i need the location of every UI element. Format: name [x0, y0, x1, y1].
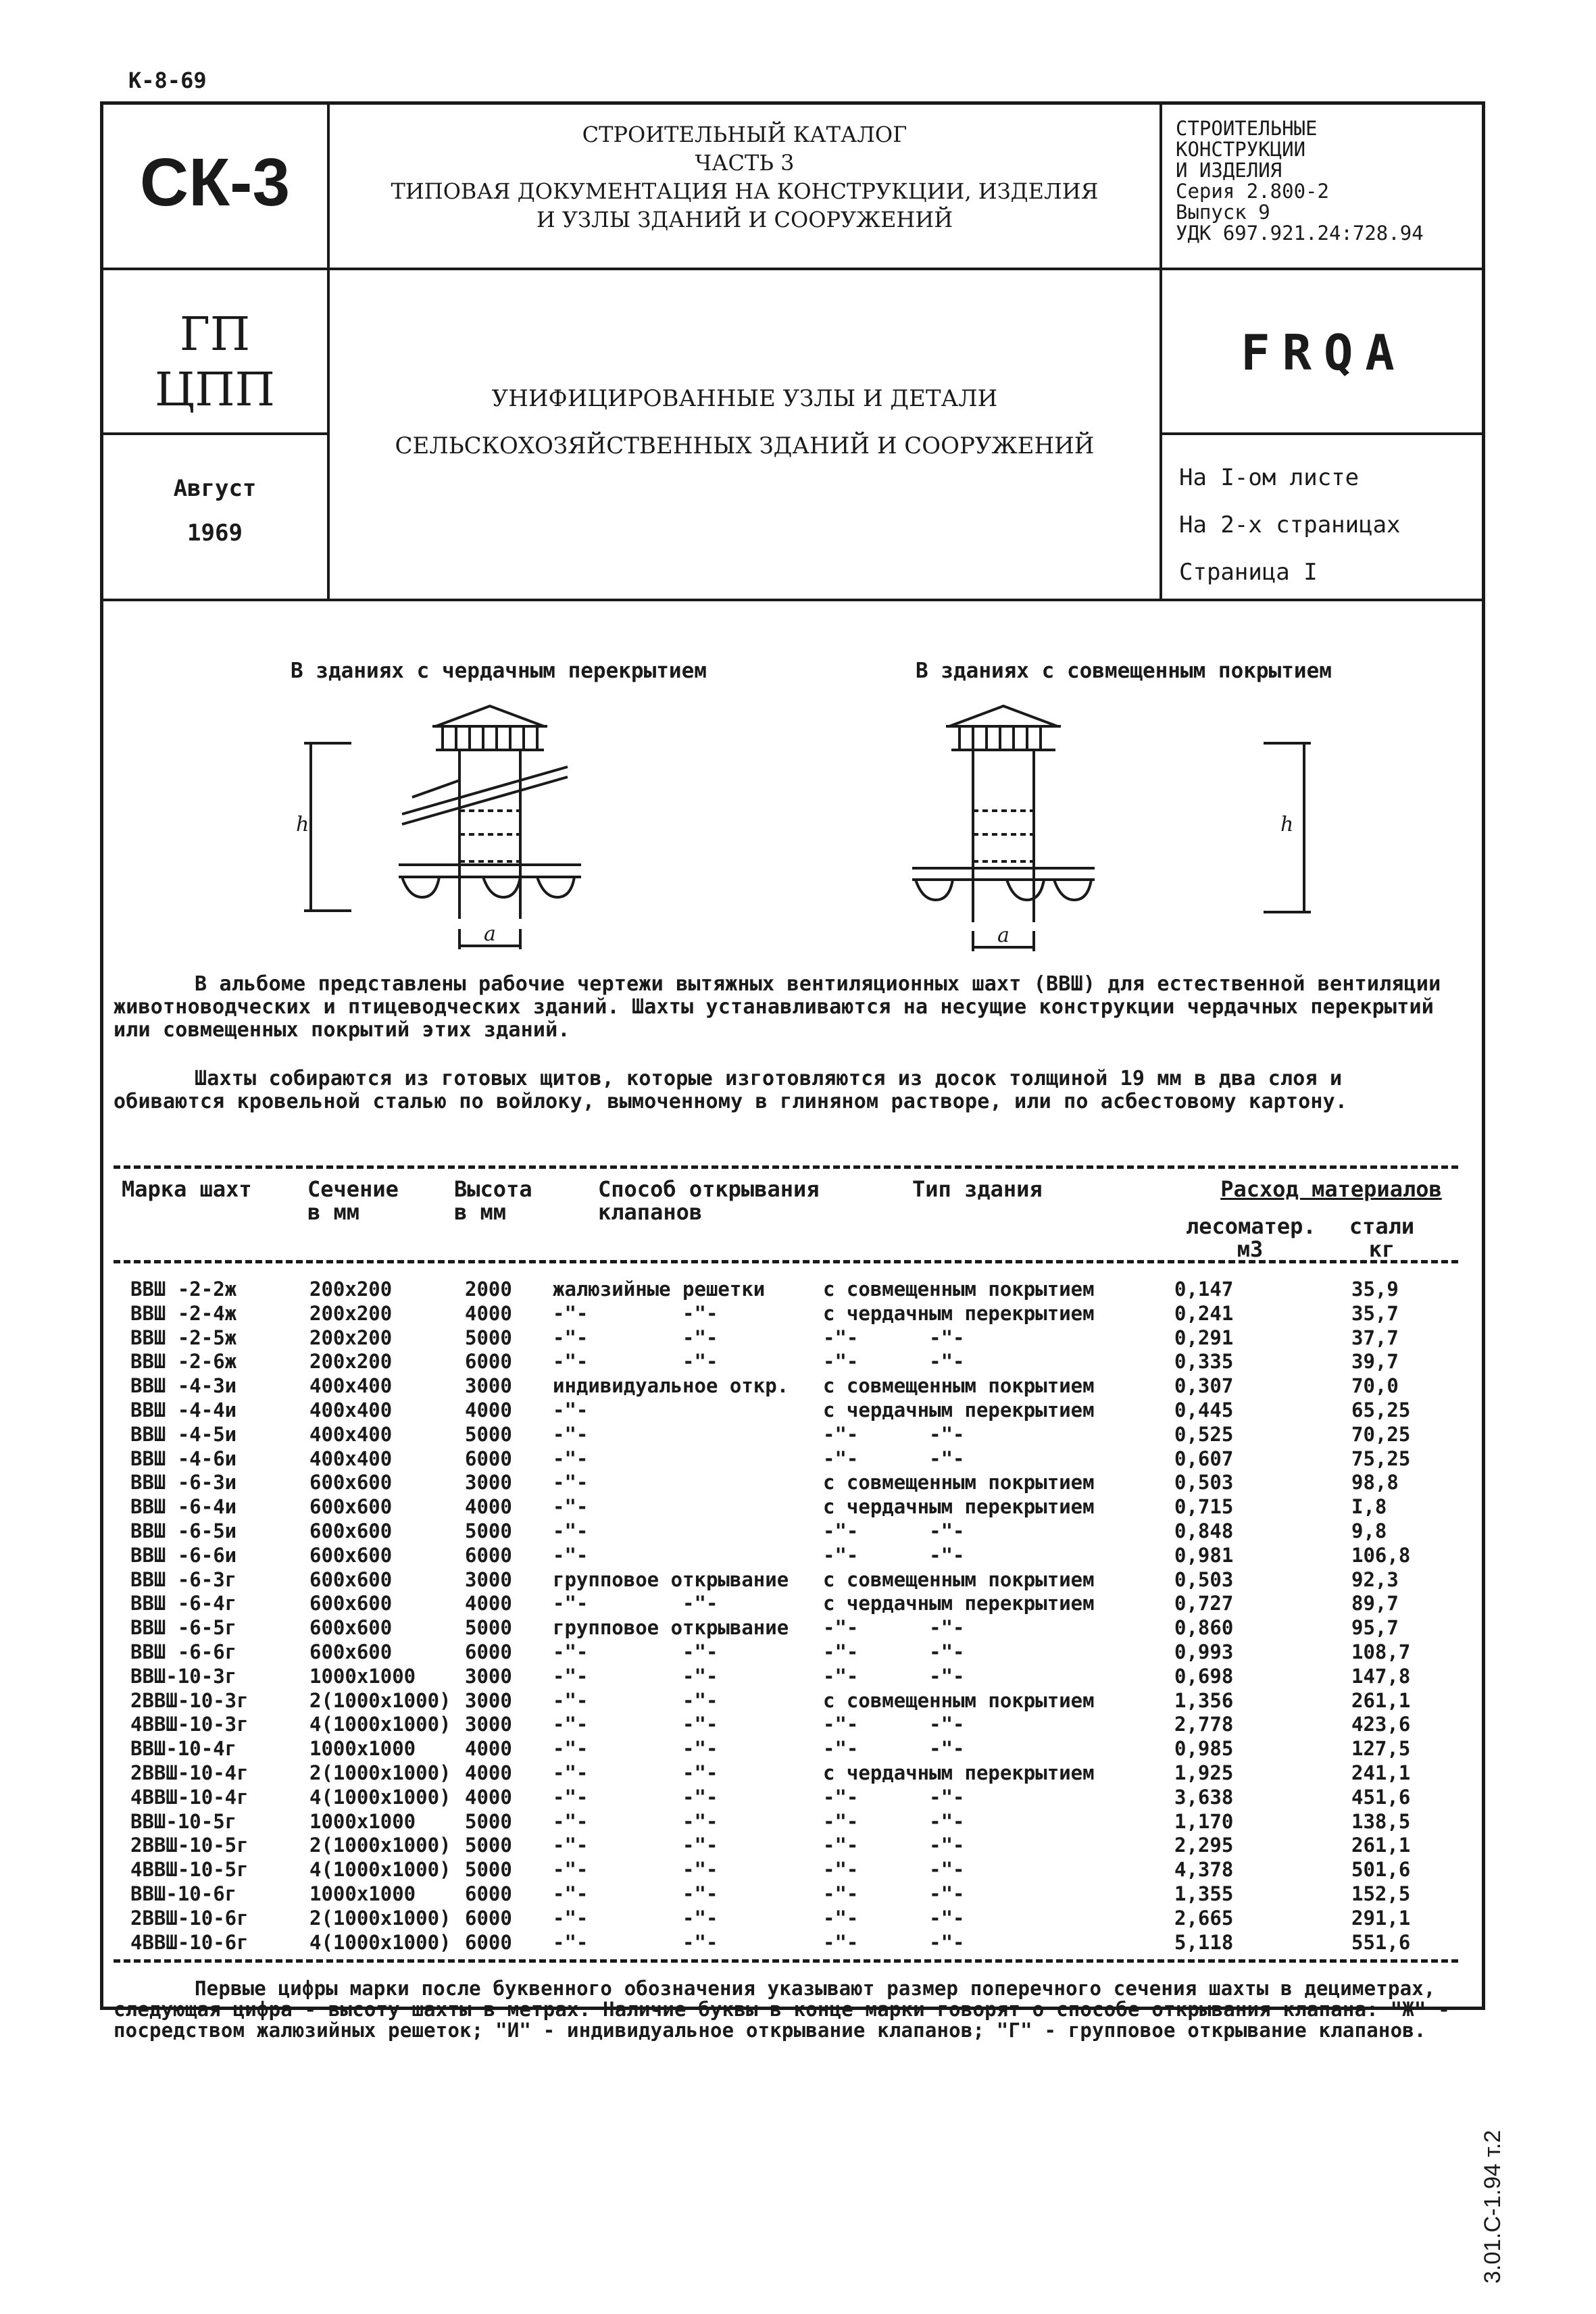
cell-wood: 0,335 — [1174, 1350, 1234, 1374]
cell-wood: 0,503 — [1174, 1567, 1234, 1591]
cell-opening: групповое открывание — [553, 1616, 789, 1640]
cell-mark: ВВШ -4-6и — [130, 1447, 237, 1470]
cell-steel: 501,6 — [1351, 1858, 1411, 1882]
cell-height: 3000 — [465, 1688, 512, 1712]
cell-wood: 0,860 — [1174, 1616, 1234, 1640]
cell-opening: -"- -"- — [553, 1640, 718, 1663]
cell-steel: 35,7 — [1351, 1301, 1399, 1325]
cell-wood: 0,291 — [1174, 1326, 1234, 1349]
cell-opening: -"- -"- — [553, 1350, 718, 1374]
cell-mark: ВВШ -2-4ж — [130, 1301, 237, 1325]
table-row — [114, 1594, 1458, 1613]
sheet-line: На I-ом листе — [1179, 464, 1360, 491]
header-row-divider-1 — [100, 268, 1485, 270]
table-row — [114, 1399, 1458, 1422]
cell-building: -"- -"- — [823, 1834, 965, 1857]
cell-wood: 0,715 — [1174, 1495, 1234, 1519]
sheet-line: Страница I — [1179, 559, 1318, 586]
cell-opening: -"- -"- — [553, 1326, 718, 1349]
cell-section: 400х400 — [309, 1447, 393, 1470]
header-height: Высота в мм — [454, 1176, 532, 1225]
date-block — [103, 466, 327, 555]
cell-wood: 1,925 — [1174, 1761, 1234, 1784]
cell-building: с чердачным перекрытием — [823, 1761, 1095, 1784]
cell-building: с совмещенным покрытием — [823, 1471, 1095, 1494]
cell-opening: -"- -"- — [553, 1737, 718, 1761]
cell-steel: 39,7 — [1351, 1350, 1399, 1374]
table-row — [114, 1280, 1458, 1299]
table-header-rule — [114, 1260, 1458, 1263]
cell-opening: -"- -"- — [553, 1906, 718, 1930]
cell-opening: -"- -"- — [553, 1688, 718, 1712]
cell-height: 4000 — [465, 1495, 512, 1519]
cell-wood: 0,981 — [1174, 1543, 1234, 1567]
cell-building: -"- -"- — [823, 1519, 965, 1542]
title-block — [330, 375, 1159, 470]
cell-section: 4(1000х1000) — [309, 1930, 451, 1954]
cell-opening: -"- -"- — [553, 1882, 718, 1905]
cell-steel: 35,9 — [1351, 1278, 1399, 1301]
header-opening: Способ открывания клапанов — [598, 1176, 820, 1225]
cell-building: -"- -"- — [823, 1350, 965, 1374]
cell-height: 5000 — [465, 1422, 512, 1446]
cell-height: 6000 — [465, 1447, 512, 1470]
cell-steel: 261,1 — [1351, 1688, 1411, 1712]
date-month: Август — [173, 475, 257, 502]
header-row-divider-3 — [1159, 432, 1485, 435]
cell-section: 4(1000х1000) — [309, 1713, 451, 1736]
cell-steel: 75,25 — [1351, 1447, 1411, 1470]
cell-building: с совмещенным покрытием — [823, 1567, 1095, 1591]
table-row — [114, 1567, 1458, 1591]
cell-steel: 147,8 — [1351, 1664, 1411, 1688]
table-row — [114, 1447, 1458, 1470]
table-row — [114, 1640, 1458, 1663]
cell-section: 200х200 — [309, 1350, 393, 1374]
cell-mark: 4ВВШ-10-4г — [130, 1785, 249, 1809]
cell-building: с чердачным перекрытием — [823, 1592, 1095, 1615]
table-row — [114, 1761, 1458, 1784]
cell-opening: групповое открывание — [553, 1567, 789, 1591]
title-line: СЕЛЬСКОХОЗЯЙСТВЕННЫХ ЗДАНИЙ И СООРУЖЕНИЙ — [395, 432, 1095, 459]
cell-mark: ВВШ -2-6ж — [130, 1350, 237, 1374]
cell-steel: 152,5 — [1351, 1882, 1411, 1905]
cell-wood: 2,778 — [1174, 1713, 1234, 1736]
cell-section: 4(1000х1000) — [309, 1858, 451, 1882]
cell-height: 4000 — [465, 1399, 512, 1422]
cell-opening: -"- -"- — [553, 1301, 718, 1325]
cell-wood: 0,993 — [1174, 1640, 1234, 1663]
cell-wood: 0,241 — [1174, 1301, 1234, 1325]
cell-steel: 70,25 — [1351, 1422, 1411, 1446]
table-bottom-rule — [114, 1959, 1458, 1963]
cell-height: 4000 — [465, 1301, 512, 1325]
cell-wood: 2,295 — [1174, 1834, 1234, 1857]
cell-opening: -"- — [553, 1519, 589, 1542]
cell-wood: 3,638 — [1174, 1785, 1234, 1809]
cell-mark: 4ВВШ-10-5г — [130, 1858, 249, 1882]
cell-wood: 0,985 — [1174, 1737, 1234, 1761]
catalog-line: СТРОИТЕЛЬНЫЙ КАТАЛОГ — [582, 122, 907, 147]
cell-wood: 2,665 — [1174, 1906, 1234, 1930]
cell-opening: -"- -"- — [553, 1592, 718, 1615]
code-stamp: FRQA — [1241, 324, 1407, 381]
footnote: Первые цифры марки после буквенного обозначения указывают размер поперечного сечения шахты в дециметрах, следующая цифра - высоту шахты в метрах. Наличие буквы в конце марки говорят о способе открывания клапана: "Ж" - посредством жалюзийных решеток; "И" - индивидуальное открывание клапанов; "Г" - групповое открывание клапанов. — [114, 1977, 1450, 2042]
cell-section: 1000х1000 — [309, 1737, 416, 1761]
table-row — [114, 1519, 1458, 1542]
cell-mark: ВВШ -6-4и — [130, 1495, 237, 1519]
figure-caption-right: В зданиях с совмещенным покрытием — [916, 659, 1332, 683]
cell-building: с чердачным перекрытием — [823, 1301, 1095, 1325]
cell-building: -"- -"- — [823, 1447, 965, 1470]
width-mark-left: a — [484, 922, 496, 946]
cell-height: 5000 — [465, 1834, 512, 1857]
table-row — [114, 1737, 1458, 1761]
cell-height: 5000 — [465, 1616, 512, 1640]
cell-mark: 2ВВШ-10-3г — [130, 1688, 249, 1712]
cell-opening: -"- — [553, 1447, 589, 1470]
cell-wood: 0,727 — [1174, 1592, 1234, 1615]
table-row — [114, 1301, 1458, 1325]
document-code: К-8-69 — [128, 68, 207, 93]
cell-opening: -"- — [553, 1495, 589, 1519]
cell-wood: 0,147 — [1174, 1278, 1234, 1301]
table-row — [114, 1422, 1458, 1446]
cell-steel: I,8 — [1351, 1495, 1387, 1519]
cell-height: 4000 — [465, 1592, 512, 1615]
cell-height: 6000 — [465, 1543, 512, 1567]
cell-opening: индивидуальное откр. — [553, 1374, 789, 1398]
cell-height: 5000 — [465, 1519, 512, 1542]
shaft-drawing-combined — [899, 696, 1318, 966]
cell-section: 2(1000х1000) — [309, 1906, 451, 1930]
cell-height: 6000 — [465, 1882, 512, 1905]
cell-mark: ВВШ -6-6и — [130, 1543, 237, 1567]
date-year: 1969 — [187, 520, 243, 547]
catalog-line: ТИПОВАЯ ДОКУМЕНТАЦИЯ НА КОНСТРУКЦИИ, ИЗДЕЛИЯ — [391, 178, 1099, 204]
intro-paragraph-2: Шахты собираются из готовых щитов, которые изготовляются из досок толщиной 19 мм в два слоя и обиваются кровельной сталью по войлоку, вымоченному в глиняном растворе, или по асбестовому картону. — [114, 1067, 1348, 1113]
cell-steel: 127,5 — [1351, 1737, 1411, 1761]
cell-height: 6000 — [465, 1350, 512, 1374]
cell-mark: ВВШ -2-5ж — [130, 1326, 237, 1349]
cell-steel: 89,7 — [1351, 1592, 1399, 1615]
cell-section: 2(1000х1000) — [309, 1761, 451, 1784]
table-row — [114, 1715, 1458, 1734]
header-bottom-divider — [100, 599, 1485, 601]
figure-caption-left: В зданиях с чердачным перекрытием — [291, 659, 707, 683]
title-line: УНИФИЦИРОВАННЫЕ УЗЛЫ И ДЕТАЛИ — [491, 385, 998, 412]
cell-mark: ВВШ -6-4г — [130, 1592, 237, 1615]
cell-wood: 0,445 — [1174, 1399, 1234, 1422]
table-row — [114, 1858, 1458, 1882]
table-row — [114, 1688, 1458, 1712]
cell-building: с совмещенным покрытием — [823, 1688, 1095, 1712]
cell-height: 3000 — [465, 1713, 512, 1736]
cell-wood: 0,307 — [1174, 1374, 1234, 1398]
catalog-line: ЧАСТЬ 3 — [695, 150, 795, 176]
cell-section: 600х600 — [309, 1471, 393, 1494]
cell-building: с чердачным перекрытием — [823, 1495, 1095, 1519]
cell-height: 3000 — [465, 1374, 512, 1398]
series-line: И ИЗДЕЛИЯ — [1176, 159, 1282, 182]
cell-height: 5000 — [465, 1326, 512, 1349]
table-row — [114, 1350, 1458, 1374]
cell-opening: -"- -"- — [553, 1834, 718, 1857]
cell-steel: 241,1 — [1351, 1761, 1411, 1784]
cell-height: 5000 — [465, 1809, 512, 1833]
cell-wood: 0,848 — [1174, 1519, 1234, 1542]
cell-height: 6000 — [465, 1640, 512, 1663]
cell-building: -"- -"- — [823, 1640, 965, 1663]
cell-height: 5000 — [465, 1858, 512, 1882]
cell-building: -"- -"- — [823, 1713, 965, 1736]
cell-opening: -"- -"- — [553, 1785, 718, 1809]
cell-mark: ВВШ-10-6г — [130, 1882, 237, 1905]
cell-mark: ВВШ-10-3г — [130, 1664, 237, 1688]
sheet-info-block — [1179, 454, 1476, 596]
sheet-line: На 2-х страницах — [1179, 511, 1401, 538]
cell-section: 200х200 — [309, 1326, 393, 1349]
table-row — [114, 1616, 1458, 1640]
cell-height: 4000 — [465, 1737, 512, 1761]
cell-mark: ВВШ -2-2ж — [130, 1278, 237, 1301]
cell-wood: 5,118 — [1174, 1930, 1234, 1954]
series-line: Серия 2.800-2 — [1176, 180, 1329, 203]
cell-opening: жалюзийные решетки — [553, 1278, 766, 1301]
cell-mark: ВВШ -6-5г — [130, 1616, 237, 1640]
cell-section: 600х600 — [309, 1519, 393, 1542]
cell-building: -"- -"- — [823, 1422, 965, 1446]
cell-steel: 70,0 — [1351, 1374, 1399, 1398]
cell-height: 3000 — [465, 1567, 512, 1591]
organization-block — [103, 307, 327, 418]
cell-building: -"- -"- — [823, 1906, 965, 1930]
header-wood: лесоматер. м3 — [1186, 1213, 1316, 1262]
cell-steel: 37,7 — [1351, 1326, 1399, 1349]
cell-steel: 423,6 — [1351, 1713, 1411, 1736]
organization-line: ГП — [179, 308, 251, 361]
cell-height: 6000 — [465, 1906, 512, 1930]
series-line: Выпуск 9 — [1176, 201, 1270, 224]
cell-section: 400х400 — [309, 1399, 393, 1422]
table-row — [114, 1809, 1458, 1833]
cell-section: 200х200 — [309, 1278, 393, 1301]
cell-section: 600х600 — [309, 1543, 393, 1567]
cell-height: 3000 — [465, 1664, 512, 1688]
cell-section: 600х600 — [309, 1592, 393, 1615]
height-mark-right: h — [1280, 813, 1294, 836]
cell-mark: ВВШ-10-5г — [130, 1809, 237, 1833]
cell-height: 4000 — [465, 1761, 512, 1784]
table-top-rule — [114, 1165, 1458, 1169]
cell-wood: 0,698 — [1174, 1664, 1234, 1688]
table-row — [114, 1374, 1458, 1398]
table-row — [114, 1906, 1458, 1930]
series-line: КОНСТРУКЦИИ — [1176, 138, 1306, 161]
cell-section: 600х600 — [309, 1495, 393, 1519]
cell-opening: -"- — [553, 1543, 589, 1567]
cell-building: -"- -"- — [823, 1664, 965, 1688]
series-line: СТРОИТЕЛЬНЫЕ — [1176, 117, 1318, 140]
table-row — [114, 1471, 1458, 1494]
cell-opening: -"- -"- — [553, 1809, 718, 1833]
cell-building: -"- -"- — [823, 1930, 965, 1954]
table-row — [114, 1326, 1458, 1349]
cell-steel: 108,7 — [1351, 1640, 1411, 1663]
cell-steel: 551,6 — [1351, 1930, 1411, 1954]
cell-wood: 0,607 — [1174, 1447, 1234, 1470]
cell-section: 600х600 — [309, 1640, 393, 1663]
cell-mark: ВВШ -4-3и — [130, 1374, 237, 1398]
cell-opening: -"- -"- — [553, 1930, 718, 1954]
cell-steel: 98,8 — [1351, 1471, 1399, 1494]
cell-mark: 4ВВШ-10-3г — [130, 1713, 249, 1736]
table-row — [114, 1785, 1458, 1809]
cell-opening: -"- -"- — [553, 1664, 718, 1688]
height-mark-left: h — [296, 813, 309, 836]
cell-steel: 95,7 — [1351, 1616, 1399, 1640]
header-row-divider-2 — [100, 432, 327, 435]
cell-steel: 106,8 — [1351, 1543, 1411, 1567]
cell-steel: 9,8 — [1351, 1519, 1387, 1542]
cell-section: 1000х1000 — [309, 1882, 416, 1905]
cell-mark: 4ВВШ-10-6г — [130, 1930, 249, 1954]
organization-line: ЦПП — [155, 363, 275, 417]
cell-section: 400х400 — [309, 1374, 393, 1398]
cell-wood: 0,525 — [1174, 1422, 1234, 1446]
cell-steel: 138,5 — [1351, 1809, 1411, 1833]
cell-opening: -"- — [553, 1399, 589, 1422]
cell-mark: ВВШ -4-4и — [130, 1399, 237, 1422]
cell-section: 200х200 — [309, 1301, 393, 1325]
cell-mark: ВВШ -6-3г — [130, 1567, 237, 1591]
cell-building: с чердачным перекрытием — [823, 1399, 1095, 1422]
cell-mark: ВВШ-10-4г — [130, 1737, 237, 1761]
cell-section: 2(1000х1000) — [309, 1688, 451, 1712]
catalog-line: И УЗЛЫ ЗДАНИЙ И СООРУЖЕНИЙ — [536, 207, 953, 232]
cell-steel: 92,3 — [1351, 1567, 1399, 1591]
cell-mark: ВВШ -6-3и — [130, 1471, 237, 1494]
width-mark-right: a — [997, 924, 1009, 947]
cell-building: -"- -"- — [823, 1616, 965, 1640]
header-steel: стали кг — [1349, 1213, 1415, 1262]
cell-building: -"- -"- — [823, 1882, 965, 1905]
table-row — [114, 1495, 1458, 1519]
side-code: 3.01.С-1.94 т.2 — [1480, 2130, 1505, 2284]
cell-section: 400х400 — [309, 1422, 393, 1446]
cell-height: 6000 — [465, 1930, 512, 1954]
table-row — [114, 1930, 1458, 1954]
cell-section: 600х600 — [309, 1616, 393, 1640]
header-section: Сечение в мм — [307, 1176, 399, 1225]
table-row — [114, 1543, 1458, 1567]
cell-section: 4(1000х1000) — [309, 1785, 451, 1809]
header-building: Тип здания — [912, 1176, 1043, 1202]
cell-mark: 2ВВШ-10-5г — [130, 1834, 249, 1857]
cell-wood: 0,503 — [1174, 1471, 1234, 1494]
cell-steel: 291,1 — [1351, 1906, 1411, 1930]
cell-mark: ВВШ -6-6г — [130, 1640, 237, 1663]
table-body — [114, 1280, 1458, 1956]
cell-building: с совмещенным покрытием — [823, 1374, 1095, 1398]
cell-mark: 2ВВШ-10-4г — [130, 1761, 249, 1784]
ck-label: СК-3 — [139, 145, 291, 220]
cell-building: -"- -"- — [823, 1809, 965, 1833]
series-line: УДК 697.921.24:728.94 — [1176, 222, 1424, 245]
cell-opening: -"- — [553, 1422, 589, 1446]
table-row — [114, 1664, 1458, 1688]
cell-opening: -"- -"- — [553, 1761, 718, 1784]
intro-paragraph-1: В альбоме представлены рабочие чертежи вытяжных вентиляционных шахт (ВВШ) для естественной вентиляции животноводческих и птицеводческих зданий. Шахты устанавливаются на несущие конструкции чердачных перекрытий или совмещенных покрытий этих зданий. — [114, 972, 1441, 1042]
cell-height: 2000 — [465, 1278, 512, 1301]
cell-section: 600х600 — [309, 1567, 393, 1591]
table-row — [114, 1882, 1458, 1905]
cell-wood: 4,378 — [1174, 1858, 1234, 1882]
shaft-drawing-attic — [291, 696, 628, 966]
cell-building: -"- -"- — [823, 1737, 965, 1761]
cell-building: -"- -"- — [823, 1326, 965, 1349]
cell-height: 4000 — [465, 1785, 512, 1809]
cell-section: 1000х1000 — [309, 1664, 416, 1688]
cell-height: 3000 — [465, 1471, 512, 1494]
cell-mark: ВВШ -4-5и — [130, 1422, 237, 1446]
cell-wood: 1,355 — [1174, 1882, 1234, 1905]
cell-building: -"- -"- — [823, 1785, 965, 1809]
cell-building: -"- -"- — [823, 1858, 965, 1882]
table-row — [114, 1836, 1458, 1855]
header-mark: Марка шахт — [122, 1176, 252, 1202]
cell-steel: 261,1 — [1351, 1834, 1411, 1857]
cell-opening: -"- — [553, 1471, 589, 1494]
cell-building: с совмещенным покрытием — [823, 1278, 1095, 1301]
cell-wood: 1,356 — [1174, 1688, 1234, 1712]
catalog-block — [330, 120, 1159, 234]
header-consumption: Расход материалов — [1220, 1176, 1442, 1202]
cell-mark: 2ВВШ-10-6г — [130, 1906, 249, 1930]
series-block — [1176, 118, 1480, 244]
cell-steel: 451,6 — [1351, 1785, 1411, 1809]
cell-section: 2(1000х1000) — [309, 1834, 451, 1857]
cell-opening: -"- -"- — [553, 1858, 718, 1882]
cell-section: 1000х1000 — [309, 1809, 416, 1833]
cell-building: -"- -"- — [823, 1543, 965, 1567]
cell-mark: ВВШ -6-5и — [130, 1519, 237, 1542]
cell-steel: 65,25 — [1351, 1399, 1411, 1422]
cell-wood: 1,170 — [1174, 1809, 1234, 1833]
cell-opening: -"- -"- — [553, 1713, 718, 1736]
